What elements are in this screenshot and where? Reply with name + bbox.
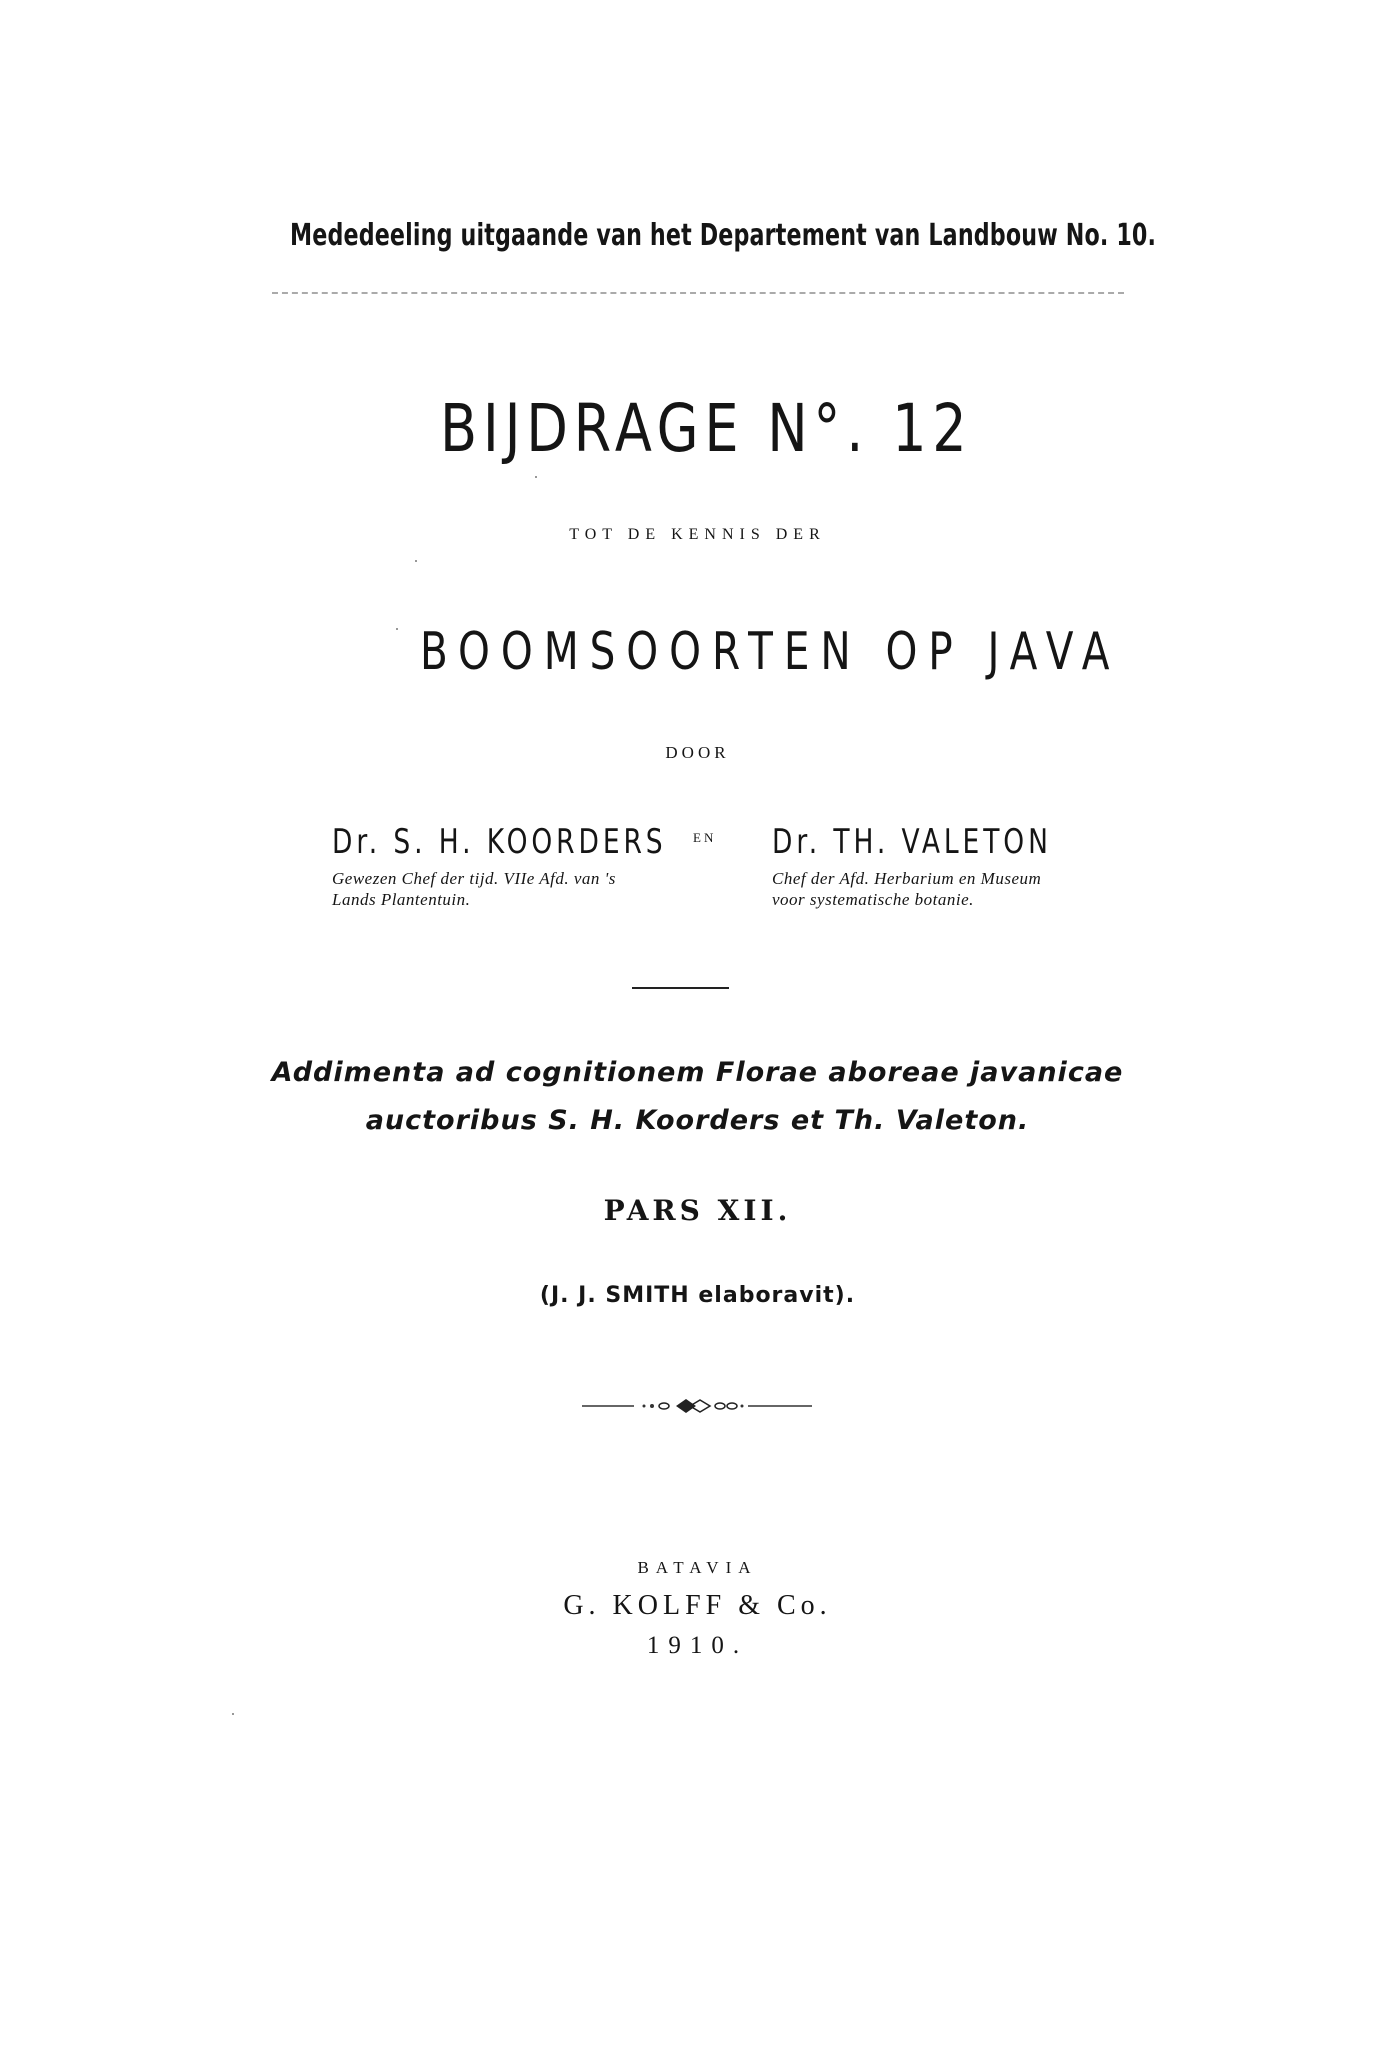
author-valeton	[772, 822, 1072, 910]
author-name-koorders: Dr. S. H. KOORDERS	[332, 822, 667, 862]
elaboravit-line: (J. J. SMITH elaboravit).	[539, 1283, 856, 1308]
latin-title-line-2: auctoribus S. H. Koorders et Th. Valeton.	[365, 1105, 1030, 1136]
print-speck	[415, 560, 417, 562]
pars-number: PARS XII.	[603, 1194, 792, 1227]
imprint-publisher: G. KOLFF & Co.	[563, 1590, 832, 1621]
print-speck	[396, 628, 398, 630]
dotted-divider	[272, 292, 1124, 294]
door-line: DOOR	[665, 743, 730, 762]
series-heading	[290, 218, 1157, 253]
series-heading-text: Mededeeling uitgaande van het Departement van Landbouw No. 10.	[290, 218, 1157, 253]
author-title-valeton: Chef der Afd. Herbarium en Museum voor systematische botanie.	[772, 869, 1042, 909]
subject-title: BOOMSOORTEN OP JAVA	[420, 622, 1121, 682]
author-koorders	[332, 822, 667, 910]
author-name-valeton: Dr. TH. VALETON	[772, 822, 1052, 862]
main-title: BIJDRAGE N°. 12	[440, 390, 973, 467]
tot-de-kennis-line: TOT DE KENNIS DER	[569, 526, 826, 543]
author-conjunction: EN	[693, 830, 717, 845]
author-title-koorders: Gewezen Chef der tijd. VIIe Afd. van 's Lands Plantentuin.	[332, 869, 616, 909]
imprint-city: BATAVIA	[637, 1558, 758, 1577]
print-speck	[232, 1713, 234, 1715]
print-speck	[535, 476, 537, 478]
ornament-divider-icon	[582, 1396, 812, 1416]
short-divider	[632, 987, 729, 989]
imprint-year: 1910.	[646, 1632, 749, 1659]
latin-title-line-1: Addimenta ad cognitionem Florae aboreae javanicae	[271, 1057, 1124, 1088]
